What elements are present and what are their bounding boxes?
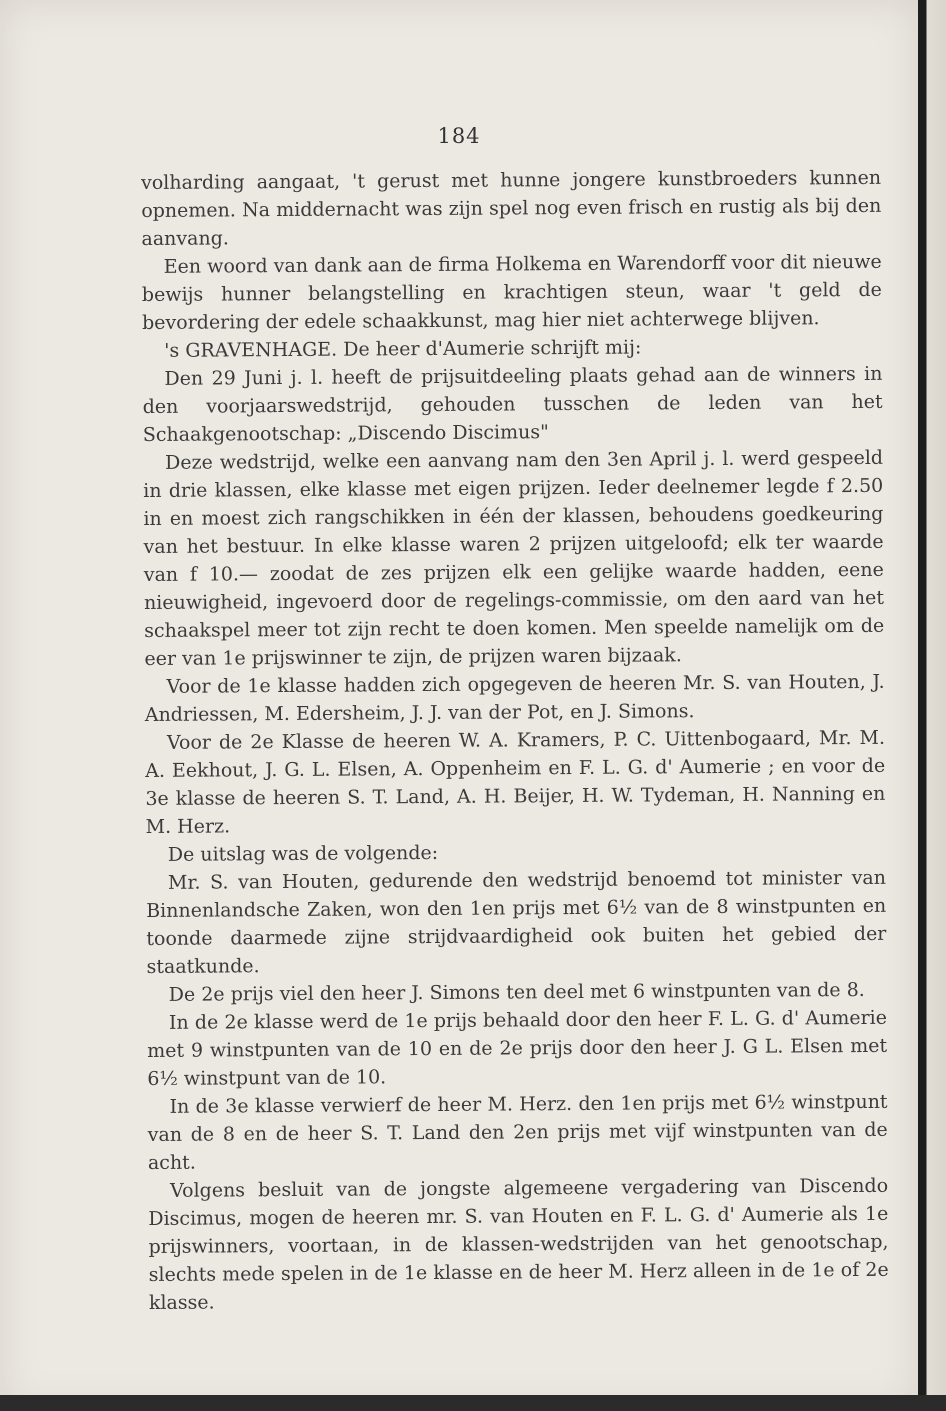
paragraph: Voor de 2e Klasse de heeren W. A. Kramers, P. C. Uittenbogaard, Mr. M. A. Eekhout, J. G. L. Elsen, A. Oppenheim en F. L. G. d' Aumerie ; en voor de 3e klasse de heeren S. T. Land, A. H. Beijer, H. W. Tydeman, H. Nanning en M. Herz. — [145, 726, 886, 838]
paragraph: Volgens besluit van de jongste algemeene vergadering van Discendo Discimus, mogen de heeren mr. S. van Houten en F. L. G. d' Aumerie als 1e prijswinners, voortaan, in de klassen-wedstrijden van het genootschap, slechts mede spelen in de 1e klasse en de heer M. Herz alleen in de 1e of 2e klasse. — [148, 1174, 889, 1314]
paragraph: Een woord van dank aan de firma Holkema en Warendorff voor dit nieuwe bewijs hunner belangstelling en krachtigen steun, waar 't geld de bevordering der edele schaakkunst, mag hier niet achterwege blijven. — [141, 250, 882, 334]
paragraph: Deze wedstrijd, welke een aanvang nam den 3en April j. l. werd gespeeld in drie klassen, elke klasse met eigen prijzen. Ieder deelnemer legde f 2.50 in en moest zich rangschikken in één der klassen, behoudens goedkeuring van het bestuur. In elke klasse waren 2 prijzen uitgeloofd; elk ter waarde van f 10.— zoodat de zes prijzen elk een gelijke waarde hadden, eene nieuwigheid, ingevoerd door de regelings-commissie, om den aard van het schaakspel meer tot zijn recht te doen komen. Men speelde namelijk om de eer van 1e prijswinner te zijn, de prijzen waren bijzaak. — [143, 446, 885, 670]
paragraph: De uitslag was de volgende: — [167, 841, 439, 866]
paragraph: In de 3e klasse verwierf de heer M. Herz. den 1en prijs met 6½ winstpunt van de 8 en de heer S. T. Land den 2en prijs met vijf winstpunten van de acht. — [147, 1090, 888, 1174]
paragraph: Voor de 1e klasse hadden zich opgegeven de heeren Mr. S. van Houten, J. Andriessen, M. Edersheim, J. J. van der Pot, en J. Simons. — [144, 670, 885, 726]
paragraph: 's GRAVENHAGE. De heer d'Aumerie schrijft mij: — [164, 336, 642, 362]
paragraph: Den 29 Juni j. l. heeft de prijsuitdeeling plaats gehad aan de winners in den voorjaarswedstrijd, gehouden tusschen de leden van het Schaakgenootschap: „Discendo Discimus" — [142, 362, 883, 446]
paragraph: De 2e prijs viel den heer J. Simons ten deel met 6 winstpunten van de 8. — [168, 978, 865, 1006]
paragraph: In de 2e klasse werd de 1e prijs behaald door den heer F. L. G. d' Aumerie met 9 winstpunten van de 10 en de 2e prijs door den heer J. G L. Elsen met 6½ winstpunt van de 10. — [147, 1006, 888, 1090]
body-text — [141, 164, 889, 1317]
paragraph: Mr. S. van Houten, gedurende den wedstrijd benoemd tot minister van Binnenlandsche Zaken, won den 1en prijs met 6½ van de 8 winstpunten en toonde daarmede zijne strijdvaardigheid ook buiten het gebied der staatkunde. — [146, 866, 887, 978]
paragraph: volharding aangaat, 't gerust met hunne jongere kunstbroeders kunnen opnemen. Na middernacht was zijn spel nog even frisch en rustig als bij den aanvang. — [141, 166, 882, 250]
page-number: 184 — [437, 124, 481, 148]
scan-border — [0, 1395, 946, 1411]
next-page-edge — [918, 0, 946, 1411]
